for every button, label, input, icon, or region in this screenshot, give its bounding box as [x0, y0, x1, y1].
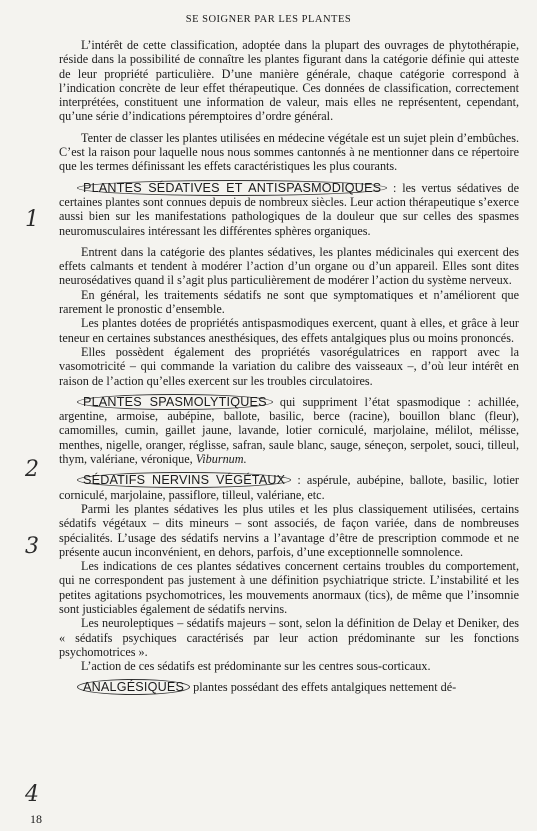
handwritten-number-2: 2: [25, 457, 39, 482]
section-sedatifs-nervins: [59, 473, 519, 502]
paragraph: Tenter de classer les plantes utilisées en médecine végétale est un sujet plein d’embûches. C’est la raison pour laquelle nous nous sommes cantonnés à ne mentionner dans ce répertoire que les termes définissant les effets caractéristiques les plus courants.: [59, 130, 519, 174]
section-heading-circled: ANALGÉSIQUES: [77, 679, 190, 695]
italic-term: Viburnum.: [195, 452, 247, 467]
section-text: : les vertus sédatives de certaines plantes sont connues depuis de nombreux siècles. Leur action thérapeutique s’exerce aussi bien sur les manifestations pathologiques de la douleur que sur celles des spasmes neuromusculaires intéressant les différentes sphères organiques.: [59, 180, 519, 238]
paragraph: Parmi les plantes sédatives les plus utiles et les plus classiquement utilisées, certains sédatifs végétaux – dits mineurs – sont associés, de façon variée, dans de nombreuses spécialités. L’usage des sédatifs nervins a l’avantage d’être de prescription commode et ne présente aucun inconvénient, en dehors, parfois, d’une exceptionnelle somnolence.: [59, 501, 519, 559]
section-text: qui suppriment l’état spasmodique : achillée, argentine, armoise, aubépine, ballote, basilic, berce (racine), bouillon blanc (fleur), camomilles, cumin, gaillet jaune, lavande, lotier corniculé, marjolaine, mélilot, mélisse, menthes, nigelle, oranger, réglisse, safran, saule blanc, sauge, séneçon, serpolet, souci, tilleul, thym, valériane, véronique,: [59, 394, 519, 467]
paragraph: L’intérêt de cette classification, adoptée dans la plupart des ouvrages de phytothérapie, réside dans la possibilité de connaître les plantes figurant dans la catégorie définie qui atteste de leur propriété particulière. D’une manière générale, chaque catégorie correspond à l’indication concrète de leur effet thérapeutique. Ces données de classification, correctement interprétées, constituent une information de valeur, mais elles ne représentent, cependant, qu’une série d’indications péremptoires d’ordre général.: [59, 38, 519, 124]
paragraph: Les indications de ces plantes sédatives concernent certains troubles du comportement, qui ne correspondent pas justement à une définition psychiatrique stricte. L’instabilité et les petites agitations psychomotrices, les mouvements anormaux (tics), de même que l’insomnie sont justiciables également de sédatifs nervins.: [59, 559, 519, 616]
page-number: 18: [30, 812, 42, 826]
section-text: : aspérule, aubépine, ballote, basilic, lotier corniculé, marjolaine, passiflore, tilleul, valériane, etc.: [59, 473, 519, 502]
section-analgesiques: [59, 680, 519, 694]
section-text: plantes possédant des effets antalgiques nettement dé-: [190, 680, 457, 695]
handwritten-number-4: 4: [25, 782, 39, 807]
running-header: SE SOIGNER PAR LES PLANTES: [185, 14, 352, 25]
paragraph: L’action de ces sédatifs est prédominante sur les centres sous-corticaux.: [81, 659, 431, 674]
section-plantes-spasmolytiques: [59, 395, 519, 466]
handwritten-number-1: 1: [25, 207, 39, 232]
section-heading-circled: SÉDATIFS NERVINS VÉGÉTAUX: [77, 472, 291, 488]
paragraph: En général, les traitements sédatifs ne sont que symptomatiques et n’améliorent que rarement le pronostic d’ensemble.: [59, 287, 519, 317]
paragraph: Entrent dans la catégorie des plantes sédatives, les plantes médicinales qui exercent des effets calmants et tendent à modérer l’action d’un organe ou d’un appareil. Elles sont dites neurosédatives quand il s’agit plus particulièrement de modérer l’action du système nerveux.: [59, 244, 519, 288]
page-body: [59, 38, 519, 695]
section-heading-circled: PLANTES SÉDATIVES ET ANTISPASMODIQUES: [77, 180, 387, 196]
paragraph: Elles possèdent également des propriétés vasorégulatrices en rapport avec la vasomotricité – qui commande la variation du calibre des vaisseaux –, d’où leur intérêt en raison de l’action qu’elles exercent sur les troubles circulatoires.: [59, 344, 519, 388]
paragraph: Les plantes dotées de propriétés antispasmodiques exercent, quant à elles, et grâce à leur teneur en certaines substances anesthésiques, des effets antalgiques plus ou moins prononcés.: [59, 316, 519, 345]
section-plantes-sedatives: [59, 181, 519, 238]
handwritten-number-3: 3: [25, 534, 39, 559]
paragraph: Les neuroleptiques – sédatifs majeurs – sont, selon la définition de Delay et Deniker, des « sédatifs psychiques caractérisés par leur action prédominante sur les fonctions psychomotrices ».: [59, 616, 519, 659]
section-heading-circled: PLANTES SPASMOLYTIQUES: [77, 394, 273, 410]
